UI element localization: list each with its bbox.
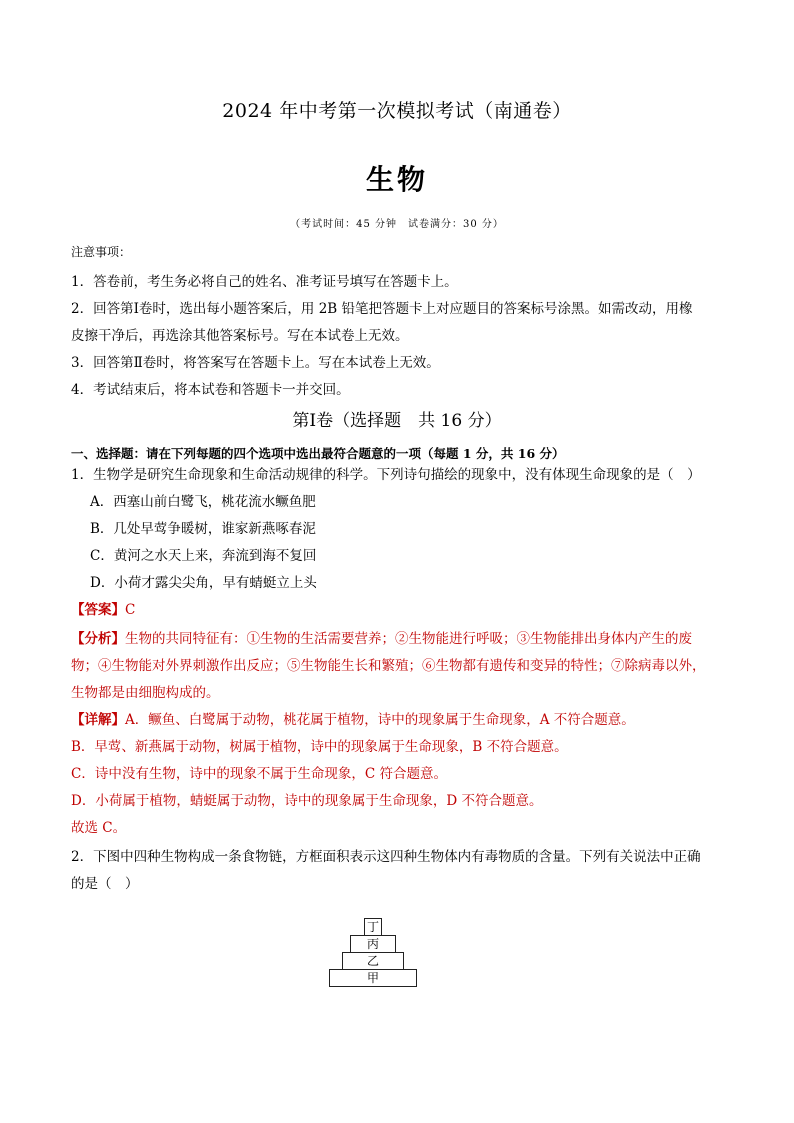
notice-item: 4．考试结束后，将本试卷和答题卡一并交回。 xyxy=(71,382,350,398)
detail-text: C．诗中没有生物，诗中的现象不属于生命现象，C 符合题意。 xyxy=(71,766,447,782)
answer-value: C xyxy=(125,602,136,618)
analysis-text: 生物都是由细胞构成的。 xyxy=(71,685,220,701)
notice-item: 皮擦干净后，再选涂其他答案标号。写在本试卷上无效。 xyxy=(71,328,409,344)
analysis-line xyxy=(71,627,692,647)
pyramid-box-ding: 丁 xyxy=(364,918,382,936)
pyramid-box-yi: 乙 xyxy=(342,952,404,970)
answer-tag: 【答案】 xyxy=(71,602,125,618)
conclusion-text: 故选 C。 xyxy=(71,820,127,836)
question-1-option-a: A．西塞山前白鹭飞，桃花流水鳜鱼肥 xyxy=(90,494,316,510)
notice-item: 1．答卷前，考生务必将自己的姓名、准考证号填写在答题卡上。 xyxy=(71,274,458,290)
exam-meta: （考试时间：45 分钟 试卷满分：30 分） xyxy=(290,219,504,230)
analysis-text: 生物的共同特征有：①生物的生活需要营养；②生物能进行呼吸；③生物能排出身体内产生的废 xyxy=(125,631,692,647)
pyramid-box-bing: 丙 xyxy=(350,935,396,953)
analysis-tag: 【分析】 xyxy=(71,631,125,647)
notice-item: 3．回答第Ⅱ卷时，将答案写在答题卡上。写在本试卷上无效。 xyxy=(71,355,440,371)
detail-line xyxy=(71,708,635,728)
exam-title: 2024 年中考第一次模拟考试（南通卷） xyxy=(222,100,572,122)
notice-item: 2．回答第Ⅰ卷时，选出每小题答案后，用 2B 铅笔把答题卡上对应题目的答案标号涂黑。如需改动，用橡 xyxy=(71,301,693,317)
subject-title: 生物 xyxy=(365,163,428,196)
section-title: 第Ⅰ卷（选择题 共 16 分） xyxy=(292,411,502,431)
question-1-stem: 1．生物学是研究生命现象和生命活动规律的科学。下列诗句描绘的现象中，没有体现生命现象的是（ ） xyxy=(71,467,701,483)
answer-line xyxy=(71,598,135,618)
question-2-stem: 2．下图中四种生物构成一条食物链，方框面积表示这四种生物体内有毒物质的含量。下列有关说法中正确 xyxy=(71,849,701,865)
notice-heading: 注意事项： xyxy=(71,245,132,259)
question-1-option-d: D．小荷才露尖尖角，早有蜻蜓立上头 xyxy=(90,575,317,591)
pyramid-box-jia: 甲 xyxy=(329,969,417,987)
question-1-option-b: B．几处早莺争暖树，谁家新燕啄春泥 xyxy=(90,521,316,537)
question-1-option-c: C．黄河之水天上来，奔流到海不复回 xyxy=(90,548,317,564)
detail-text: A．鳜鱼、白鹭属于动物，桃花属于植物，诗中的现象属于生命现象，A 不符合题意。 xyxy=(125,712,635,728)
section-instruction: 一、选择题：请在下列每题的四个选项中选出最符合题意的一项（每题 1 分，共 16 分） xyxy=(71,446,565,461)
analysis-text: 物；④生物能对外界刺激作出反应；⑤生物能生长和繁殖；⑥生物都有遗传和变异的特性；⑦除病毒以外， xyxy=(71,658,706,674)
detail-text: D．小荷属于植物，蜻蜓属于动物，诗中的现象属于生命现象，D 不符合题意。 xyxy=(71,793,543,809)
detail-tag: 【详解】 xyxy=(71,712,125,728)
detail-text: B．早莺、新燕属于动物，树属于植物，诗中的现象属于生命现象，B 不符合题意。 xyxy=(71,739,568,755)
question-2-stem: 的是（ ） xyxy=(71,876,139,892)
